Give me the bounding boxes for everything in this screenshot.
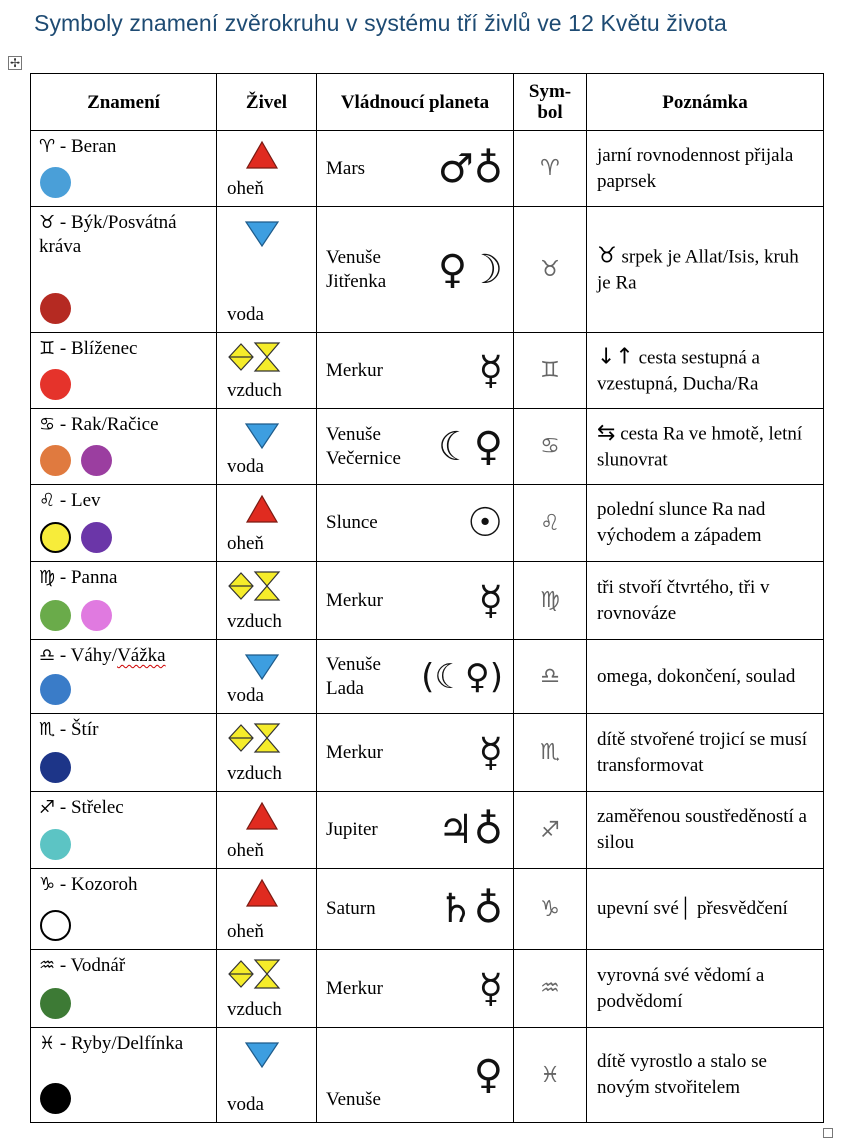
- water-triangle-icon: [242, 1035, 292, 1071]
- color-dot: [81, 445, 112, 476]
- symbol-cell: [514, 640, 587, 714]
- note-text-wrap: [597, 497, 817, 549]
- zodiac-glyph-icon: ♈: [39, 136, 56, 157]
- color-dot: [40, 829, 71, 860]
- note-text-wrap: [597, 575, 817, 627]
- sign-name: - Kozoroh: [55, 874, 138, 895]
- element-cell: [217, 485, 317, 562]
- color-dot: [40, 522, 71, 553]
- header-planet: Vládnoucí planeta: [317, 74, 514, 131]
- note-text-wrap: [597, 143, 817, 195]
- fire-triangle-icon: [242, 876, 292, 912]
- sign-cell: [31, 792, 217, 869]
- note-cell: [587, 950, 824, 1028]
- color-dot: [40, 445, 71, 476]
- zodiac-symbol-icon: ♏: [540, 740, 560, 765]
- element-label: vzduch: [227, 999, 282, 1020]
- planet-cell: [317, 131, 514, 207]
- element-label: vzduch: [227, 611, 282, 632]
- planet-cell: [317, 333, 514, 409]
- table-row: [31, 333, 824, 409]
- sign-name: - Ryby/Delfínka: [55, 1033, 184, 1054]
- color-dot: [40, 988, 71, 1019]
- note-prefix-icon: ⇆: [597, 420, 616, 445]
- symbol-cell: [514, 409, 587, 485]
- planet-name: Merkur: [326, 977, 383, 999]
- sign-label: [39, 211, 210, 259]
- planet-cell: [317, 869, 514, 950]
- planet-name-line1: Venuše: [326, 246, 381, 268]
- planet-cell: [317, 640, 514, 714]
- table-row: [31, 409, 824, 485]
- note-text-wrap: [597, 344, 817, 397]
- element-cell: [217, 562, 317, 640]
- planet-name: Mars: [326, 157, 366, 179]
- fire-triangle-icon: [242, 492, 292, 528]
- planet-symbol-icon: ☿: [478, 577, 503, 624]
- note-text: srpek je Allat/Isis, kruh je Ra: [597, 246, 799, 293]
- sign-cell: [31, 562, 217, 640]
- note-text: polední slunce Ra nad východem a západem: [597, 499, 766, 546]
- color-dot: [40, 600, 71, 631]
- symbol-cell: [514, 950, 587, 1028]
- air-diamond-hourglass-icon: [227, 957, 289, 993]
- zodiac-glyph-icon: ♉: [39, 212, 56, 233]
- symbol-cell: [514, 131, 587, 207]
- note-text: dítě stvořené trojicí se musí transformovat: [597, 728, 808, 776]
- planet-symbol-icon: ♂♁: [437, 145, 503, 192]
- table-row: [31, 950, 824, 1028]
- zodiac-symbol-icon: ♐: [540, 817, 560, 843]
- planet-name: Merkur: [326, 589, 383, 611]
- note-text: cesta sestupná a vzestupná, Ducha/Ra: [597, 347, 760, 394]
- symbol-cell: [514, 792, 587, 869]
- color-dot: [40, 752, 71, 783]
- element-cell: [217, 714, 317, 792]
- zodiac-symbol-icon: ♎: [540, 664, 560, 689]
- sign-label: [39, 718, 210, 742]
- sign-label: [39, 873, 210, 897]
- sign-label: [39, 644, 210, 668]
- sign-cell: [31, 1028, 217, 1123]
- element-label: oheň: [227, 921, 264, 942]
- planet-cell: [317, 485, 514, 562]
- zodiac-symbol-icon: ♉: [540, 257, 560, 282]
- element-label: voda: [227, 304, 264, 325]
- note-cell: [587, 792, 824, 869]
- water-triangle-icon: [242, 214, 292, 250]
- planet-symbol-icon: ☿: [478, 729, 503, 776]
- element-label: voda: [227, 456, 264, 477]
- table-row: [31, 131, 824, 207]
- fire-triangle-icon: [242, 138, 292, 174]
- element-label: vzduch: [227, 763, 282, 784]
- planet-cell: [317, 409, 514, 485]
- element-label: oheň: [227, 178, 264, 199]
- planet-symbol-icon: ☉: [467, 500, 503, 546]
- note-text: tři stvoří čtvrtého, tři v rovnováze: [597, 576, 770, 624]
- header-element: Živel: [217, 74, 317, 131]
- symbol-cell: [514, 485, 587, 562]
- note-cell: [587, 562, 824, 640]
- sign-name: - Vodnář: [55, 955, 126, 976]
- note-cell: [587, 640, 824, 714]
- planet-name-line2: Večernice: [326, 447, 401, 469]
- planet-name: Venuše: [326, 1089, 381, 1110]
- sign-cell: [31, 640, 217, 714]
- zodiac-symbol-icon: ♋: [540, 434, 560, 459]
- element-cell: [217, 131, 317, 207]
- planet-cell: [317, 207, 514, 333]
- sign-label: [39, 566, 210, 590]
- note-cell: [587, 714, 824, 792]
- water-triangle-icon: [242, 416, 292, 452]
- note-text: dítě vyrostlo a stalo se novým stvořitelem: [597, 1051, 767, 1098]
- note-prefix-icon: ♉: [597, 243, 617, 268]
- sign-name: - Lev: [55, 490, 101, 511]
- color-dots: [40, 522, 112, 553]
- color-dots: [40, 600, 112, 631]
- zodiac-glyph-icon: ♓: [39, 1033, 56, 1054]
- sign-name: - Rak/Račice: [55, 414, 159, 435]
- table-row: [31, 714, 824, 792]
- table-row: [31, 207, 824, 333]
- element-cell: [217, 640, 317, 714]
- zodiac-glyph-icon: ♑: [39, 874, 56, 895]
- element-cell: [217, 333, 317, 409]
- planet-symbol-icon: ☿: [478, 347, 503, 394]
- sign-cell: [31, 485, 217, 562]
- note-text-wrap: [597, 804, 817, 856]
- color-dots: [40, 829, 71, 860]
- note-cell: [587, 409, 824, 485]
- sign-name: - Střelec: [55, 797, 124, 818]
- planet-name: Slunce: [326, 512, 378, 533]
- header-symbol: [514, 74, 587, 131]
- color-dots: [40, 445, 112, 476]
- water-triangle-icon: [242, 647, 292, 683]
- symbol-cell: [514, 714, 587, 792]
- color-dot: [81, 522, 112, 553]
- element-label: oheň: [227, 840, 264, 861]
- header-symbol-line2: bol: [537, 102, 563, 123]
- color-dots: [40, 674, 71, 705]
- planet-symbol-icon: (☾♀): [421, 656, 503, 697]
- air-diamond-hourglass-icon: [227, 340, 289, 376]
- planet-symbol-icon: ☾♀: [437, 423, 503, 470]
- planet-cell: [317, 792, 514, 869]
- element-cell: [217, 1028, 317, 1123]
- planet-cell: [317, 950, 514, 1028]
- color-dot: [40, 1083, 71, 1114]
- color-dot: [40, 167, 71, 198]
- element-cell: [217, 869, 317, 950]
- color-dot: [40, 293, 71, 324]
- element-cell: [217, 409, 317, 485]
- planet-name-line1: Venuše: [326, 423, 381, 445]
- planet-cell: [317, 1028, 514, 1123]
- color-dot: [40, 674, 71, 705]
- color-dot: [81, 600, 112, 631]
- zodiac-glyph-icon: ♋: [39, 414, 56, 435]
- planet-name: Merkur: [326, 741, 383, 763]
- header-symbol-line1: Sym-: [528, 81, 572, 102]
- air-diamond-hourglass-icon: [227, 569, 289, 605]
- sign-name: - Blíženec: [55, 338, 138, 359]
- sign-cell: [31, 869, 217, 950]
- table-row: [31, 1028, 824, 1123]
- sign-name-flagged: Vážka: [117, 645, 166, 666]
- color-dots: [40, 293, 71, 324]
- sign-cell: [31, 333, 217, 409]
- header-note: Poznámka: [587, 74, 824, 131]
- planet-name: Saturn: [326, 898, 376, 919]
- note-text: jarní rovnodennost přijala paprsek: [597, 144, 794, 192]
- symbol-cell: [514, 562, 587, 640]
- color-dots: [40, 1083, 71, 1114]
- sign-cell: [31, 131, 217, 207]
- sign-name: - Býk/Posvátná kráva: [39, 212, 177, 257]
- sign-cell: [31, 950, 217, 1028]
- sign-name: - Váhy/: [55, 645, 118, 666]
- symbol-cell: [514, 207, 587, 333]
- planet-cell: [317, 562, 514, 640]
- planet-name: Merkur: [326, 359, 383, 381]
- planet-symbol-icon: ☿: [478, 965, 503, 1012]
- color-dot: [40, 910, 71, 941]
- sign-label: [39, 413, 210, 437]
- symbol-cell: [514, 869, 587, 950]
- note-text: omega, dokončení, soulad: [597, 665, 796, 687]
- zodiac-glyph-icon: ♏: [39, 719, 56, 740]
- zodiac-glyph-icon: ♍: [39, 567, 56, 588]
- note-prefix-icon: ↓↑: [597, 344, 634, 369]
- sign-cell: [31, 714, 217, 792]
- element-label: oheň: [227, 533, 264, 554]
- zodiac-symbol-icon: ♍: [540, 588, 560, 613]
- sign-label: [39, 1032, 210, 1056]
- note-text-wrap: [597, 420, 817, 473]
- note-cell: [587, 485, 824, 562]
- planet-label: [326, 653, 381, 701]
- zodiac-symbol-icon: ♒: [540, 976, 560, 1001]
- note-text-wrap: [597, 1049, 817, 1101]
- note-text-wrap: [597, 727, 817, 779]
- color-dots: [40, 167, 71, 198]
- zodiac-symbol-icon: ♓: [540, 1062, 560, 1088]
- note-cell: [587, 1028, 824, 1123]
- sign-label: [39, 135, 210, 159]
- note-text-wrap: [597, 963, 817, 1015]
- planet-symbol-icon: ♀: [473, 1052, 503, 1098]
- table-resize-handle-icon[interactable]: [823, 1128, 833, 1138]
- element-label: voda: [227, 685, 264, 706]
- zodiac-symbol-icon: ♌: [540, 510, 560, 536]
- planet-name-line1: Venuše: [326, 653, 381, 675]
- zodiac-table: [30, 73, 824, 1123]
- planet-cell: [317, 714, 514, 792]
- planet-symbol-icon: ♄♁: [437, 886, 503, 932]
- planet-symbol-icon: ♀☽: [437, 246, 503, 293]
- note-text: vyrovná své vědomí a podvědomí: [597, 964, 765, 1012]
- note-text: upevní své│ přesvědčení: [597, 898, 788, 919]
- fire-triangle-icon: [242, 799, 292, 835]
- element-cell: [217, 207, 317, 333]
- sign-name: - Štír: [55, 719, 99, 740]
- element-cell: [217, 950, 317, 1028]
- note-cell: [587, 869, 824, 950]
- table-move-handle-icon[interactable]: ✢: [9, 56, 21, 70]
- element-label: vzduch: [227, 380, 282, 401]
- planet-label: [326, 246, 386, 294]
- sign-cell: [31, 207, 217, 333]
- note-text: zaměřenou soustředěností a silou: [597, 806, 807, 853]
- planet-name: Jupiter: [326, 819, 378, 840]
- zodiac-symbol-icon: ♊: [540, 358, 560, 383]
- zodiac-glyph-icon: ♎: [39, 645, 56, 666]
- note-text-wrap: [597, 664, 817, 690]
- sign-cell: [31, 409, 217, 485]
- note-cell: [587, 131, 824, 207]
- table-row: [31, 640, 824, 714]
- color-dots: [40, 369, 71, 400]
- planet-name-line2: Lada: [326, 677, 364, 699]
- sign-label: [39, 796, 210, 820]
- color-dot: [40, 369, 71, 400]
- zodiac-symbol-icon: ♑: [540, 896, 560, 922]
- zodiac-glyph-icon: ♊: [39, 338, 56, 359]
- zodiac-glyph-icon: ♒: [39, 955, 56, 976]
- planet-symbol-icon: ♃♁: [437, 807, 503, 853]
- color-dots: [40, 910, 71, 941]
- document-title: Symboly znamení zvěrokruhu v systému tří živlů ve 12 Květu života: [34, 10, 727, 36]
- sign-label: [39, 954, 210, 978]
- note-text-wrap: [597, 243, 817, 296]
- symbol-cell: [514, 1028, 587, 1123]
- element-label: voda: [227, 1094, 264, 1115]
- header-sign: Znamení: [31, 74, 217, 131]
- note-text-wrap: [597, 896, 817, 922]
- zodiac-glyph-icon: ♌: [39, 490, 56, 511]
- table-header-row: [31, 74, 824, 131]
- table-row: [31, 562, 824, 640]
- note-cell: [587, 207, 824, 333]
- sign-name: - Beran: [55, 136, 117, 157]
- element-cell: [217, 792, 317, 869]
- sign-name: - Panna: [55, 567, 118, 588]
- table-row: [31, 792, 824, 869]
- zodiac-glyph-icon: ♐: [39, 797, 56, 818]
- table-row: [31, 869, 824, 950]
- symbol-cell: [514, 333, 587, 409]
- zodiac-symbol-icon: ♈: [540, 156, 560, 181]
- color-dots: [40, 752, 71, 783]
- air-diamond-hourglass-icon: [227, 721, 289, 757]
- planet-name-line2: Jitřenka: [326, 270, 387, 292]
- note-cell: [587, 333, 824, 409]
- planet-label: [326, 423, 401, 471]
- note-text: cesta Ra ve hmotě, letní slunovrat: [597, 423, 803, 470]
- sign-label: [39, 337, 210, 361]
- sign-label: [39, 489, 210, 513]
- color-dots: [40, 988, 71, 1019]
- table-row: [31, 485, 824, 562]
